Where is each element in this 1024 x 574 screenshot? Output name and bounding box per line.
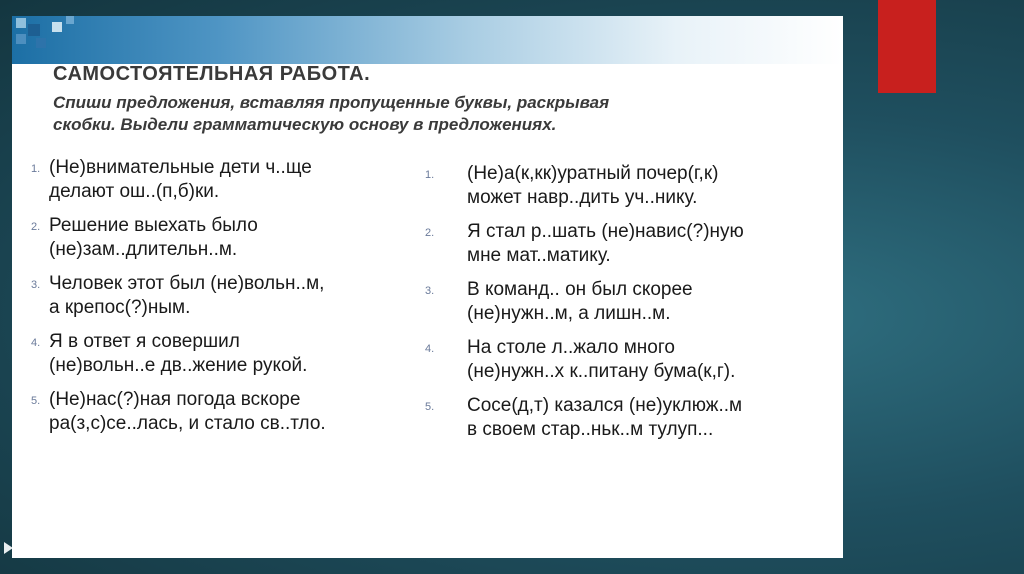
- item-number: 2.: [31, 221, 41, 233]
- sentence-line: Решение выехать было: [49, 215, 258, 236]
- sentence-line: мне мат..матику.: [467, 245, 611, 266]
- sentence-line: (не)вольн..е дв..жение рукой.: [49, 355, 308, 376]
- sentence-line: (не)зам..длительн..м.: [49, 239, 238, 260]
- item-number: 5.: [31, 395, 41, 407]
- item-number: 3.: [425, 285, 435, 297]
- item-number: 4.: [425, 343, 435, 355]
- sentence-text: [467, 394, 742, 442]
- sentence-text: [49, 272, 324, 320]
- sentence-line: может навр..дить уч..нику.: [467, 187, 698, 208]
- right-sentence-list: [421, 162, 841, 452]
- task-instruction: [53, 92, 813, 136]
- item-number: 5.: [425, 401, 435, 413]
- sentence-line: делают ош..(п,б)ки.: [49, 181, 220, 202]
- pixel-decoration: [12, 16, 48, 52]
- list-item: [421, 162, 841, 220]
- item-number: 4.: [31, 337, 41, 349]
- sentence-text: [467, 278, 693, 326]
- list-item: [31, 156, 431, 214]
- item-number: 2.: [425, 227, 435, 239]
- sentence-line: На столе л..жало много: [467, 337, 675, 358]
- slide-title: САМОСТОЯТЕЛЬНАЯ РАБОТА.: [53, 63, 371, 85]
- item-number: 1.: [31, 163, 41, 175]
- sentence-line: ра(з,с)се..лась, и стало св..тло.: [49, 413, 326, 434]
- sentence-line: Сосе(д,т) казался (не)уклюж..м: [467, 395, 743, 416]
- list-item: [31, 214, 431, 272]
- sentence-line: а крепос(?)ным.: [49, 297, 191, 318]
- list-item: [421, 336, 841, 394]
- instruction-line: Спиши предложения, вставляя пропущенные буквы, раскрывая: [53, 93, 610, 112]
- sentence-text: [467, 220, 744, 268]
- left-sentence-list: [31, 156, 431, 446]
- sentence-line: Я стал р..шать (не)навис(?)ную: [467, 221, 744, 242]
- list-item: [421, 394, 841, 452]
- sentence-text: [49, 156, 312, 204]
- sentence-line: (не)нужн..м, а лишн..м.: [467, 303, 671, 324]
- sentence-text: [49, 214, 258, 262]
- instruction-line: скобки. Выдели грамматическую основу в предложениях.: [53, 115, 557, 134]
- list-item: [421, 278, 841, 336]
- sentence-text: [49, 330, 307, 378]
- list-item: [31, 272, 431, 330]
- sentence-line: (Не)внимательные дети ч..ще: [49, 157, 312, 178]
- sentence-line: (не)нужн..х к..питану бума(к,г).: [467, 361, 736, 382]
- header-banner: [12, 16, 843, 64]
- list-item: [31, 388, 431, 446]
- list-item: [421, 220, 841, 278]
- sentence-text: [49, 388, 326, 436]
- list-item: [31, 330, 431, 388]
- item-number: 1.: [425, 169, 435, 181]
- sentence-line: в своем стар..ньк..м тулуп...: [467, 419, 714, 440]
- decorative-red-block: [878, 0, 936, 93]
- slide-content: [12, 16, 843, 558]
- sentence-text: [467, 162, 718, 210]
- item-number: 3.: [31, 279, 41, 291]
- sentence-line: В команд.. он был скорее: [467, 279, 693, 300]
- sentence-line: Я в ответ я совершил: [49, 331, 240, 352]
- sentence-line: (Не)а(к,кк)уратный почер(г,к): [467, 163, 719, 184]
- sentence-line: (Не)нас(?)ная погода вскоре: [49, 389, 301, 410]
- sentence-line: Человек этот был (не)вольн..м,: [49, 273, 325, 294]
- sentence-text: [467, 336, 735, 384]
